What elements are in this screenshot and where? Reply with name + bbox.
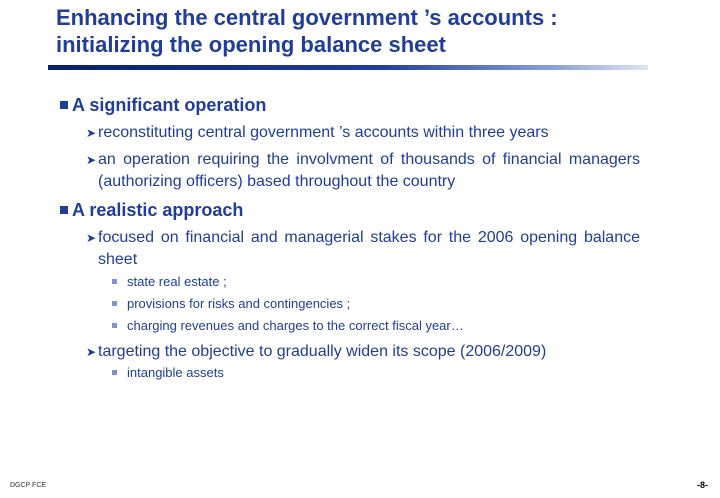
bullet-text: focused on financial and managerial stakes for the 2006 opening balance sheet <box>98 229 640 268</box>
arrow-bullet-icon: ➤ <box>86 153 97 167</box>
sub-bullet-item: state real estate ; <box>112 273 227 291</box>
page-number: -8- <box>697 480 708 490</box>
slide-title <box>56 4 676 58</box>
title-line-2: initializing the opening balance sheet <box>56 32 446 57</box>
arrow-bullet-icon: ➤ <box>86 231 97 245</box>
title-line-1: Enhancing the central government ’s accounts : <box>56 5 558 30</box>
arrow-bullet-icon: ➤ <box>86 345 97 359</box>
title-underline <box>48 65 648 70</box>
bullet-item <box>86 122 640 144</box>
sub-bullet-item: intangible assets <box>112 364 224 382</box>
bullet-item <box>86 341 640 363</box>
small-square-bullet-icon <box>112 301 117 306</box>
section-heading-significant-operation: A significant operation <box>60 94 266 116</box>
small-square-bullet-icon <box>112 370 117 375</box>
bullet-text: targeting the objective to gradually widen its scope (2006/2009) <box>98 343 547 360</box>
arrow-bullet-icon: ➤ <box>86 126 97 140</box>
small-square-bullet-icon <box>112 279 117 284</box>
bullet-text: reconstituting central government ’s accounts within three years <box>98 124 549 141</box>
square-bullet-icon <box>60 206 68 214</box>
footer-label: DGCP FCE <box>10 482 47 489</box>
bullet-item <box>86 227 640 271</box>
small-square-bullet-icon <box>112 323 117 328</box>
sub-bullet-item: charging revenues and charges to the correct fiscal year… <box>112 317 464 335</box>
square-bullet-icon <box>60 101 68 109</box>
bullet-text: an operation requiring the involvment of thousands of financial managers (authorizing officers) based throughout the country <box>98 151 640 190</box>
bullet-item <box>86 149 640 193</box>
sub-bullet-item: provisions for risks and contingencies ; <box>112 295 350 313</box>
section-heading-realistic-approach: A realistic approach <box>60 199 243 221</box>
